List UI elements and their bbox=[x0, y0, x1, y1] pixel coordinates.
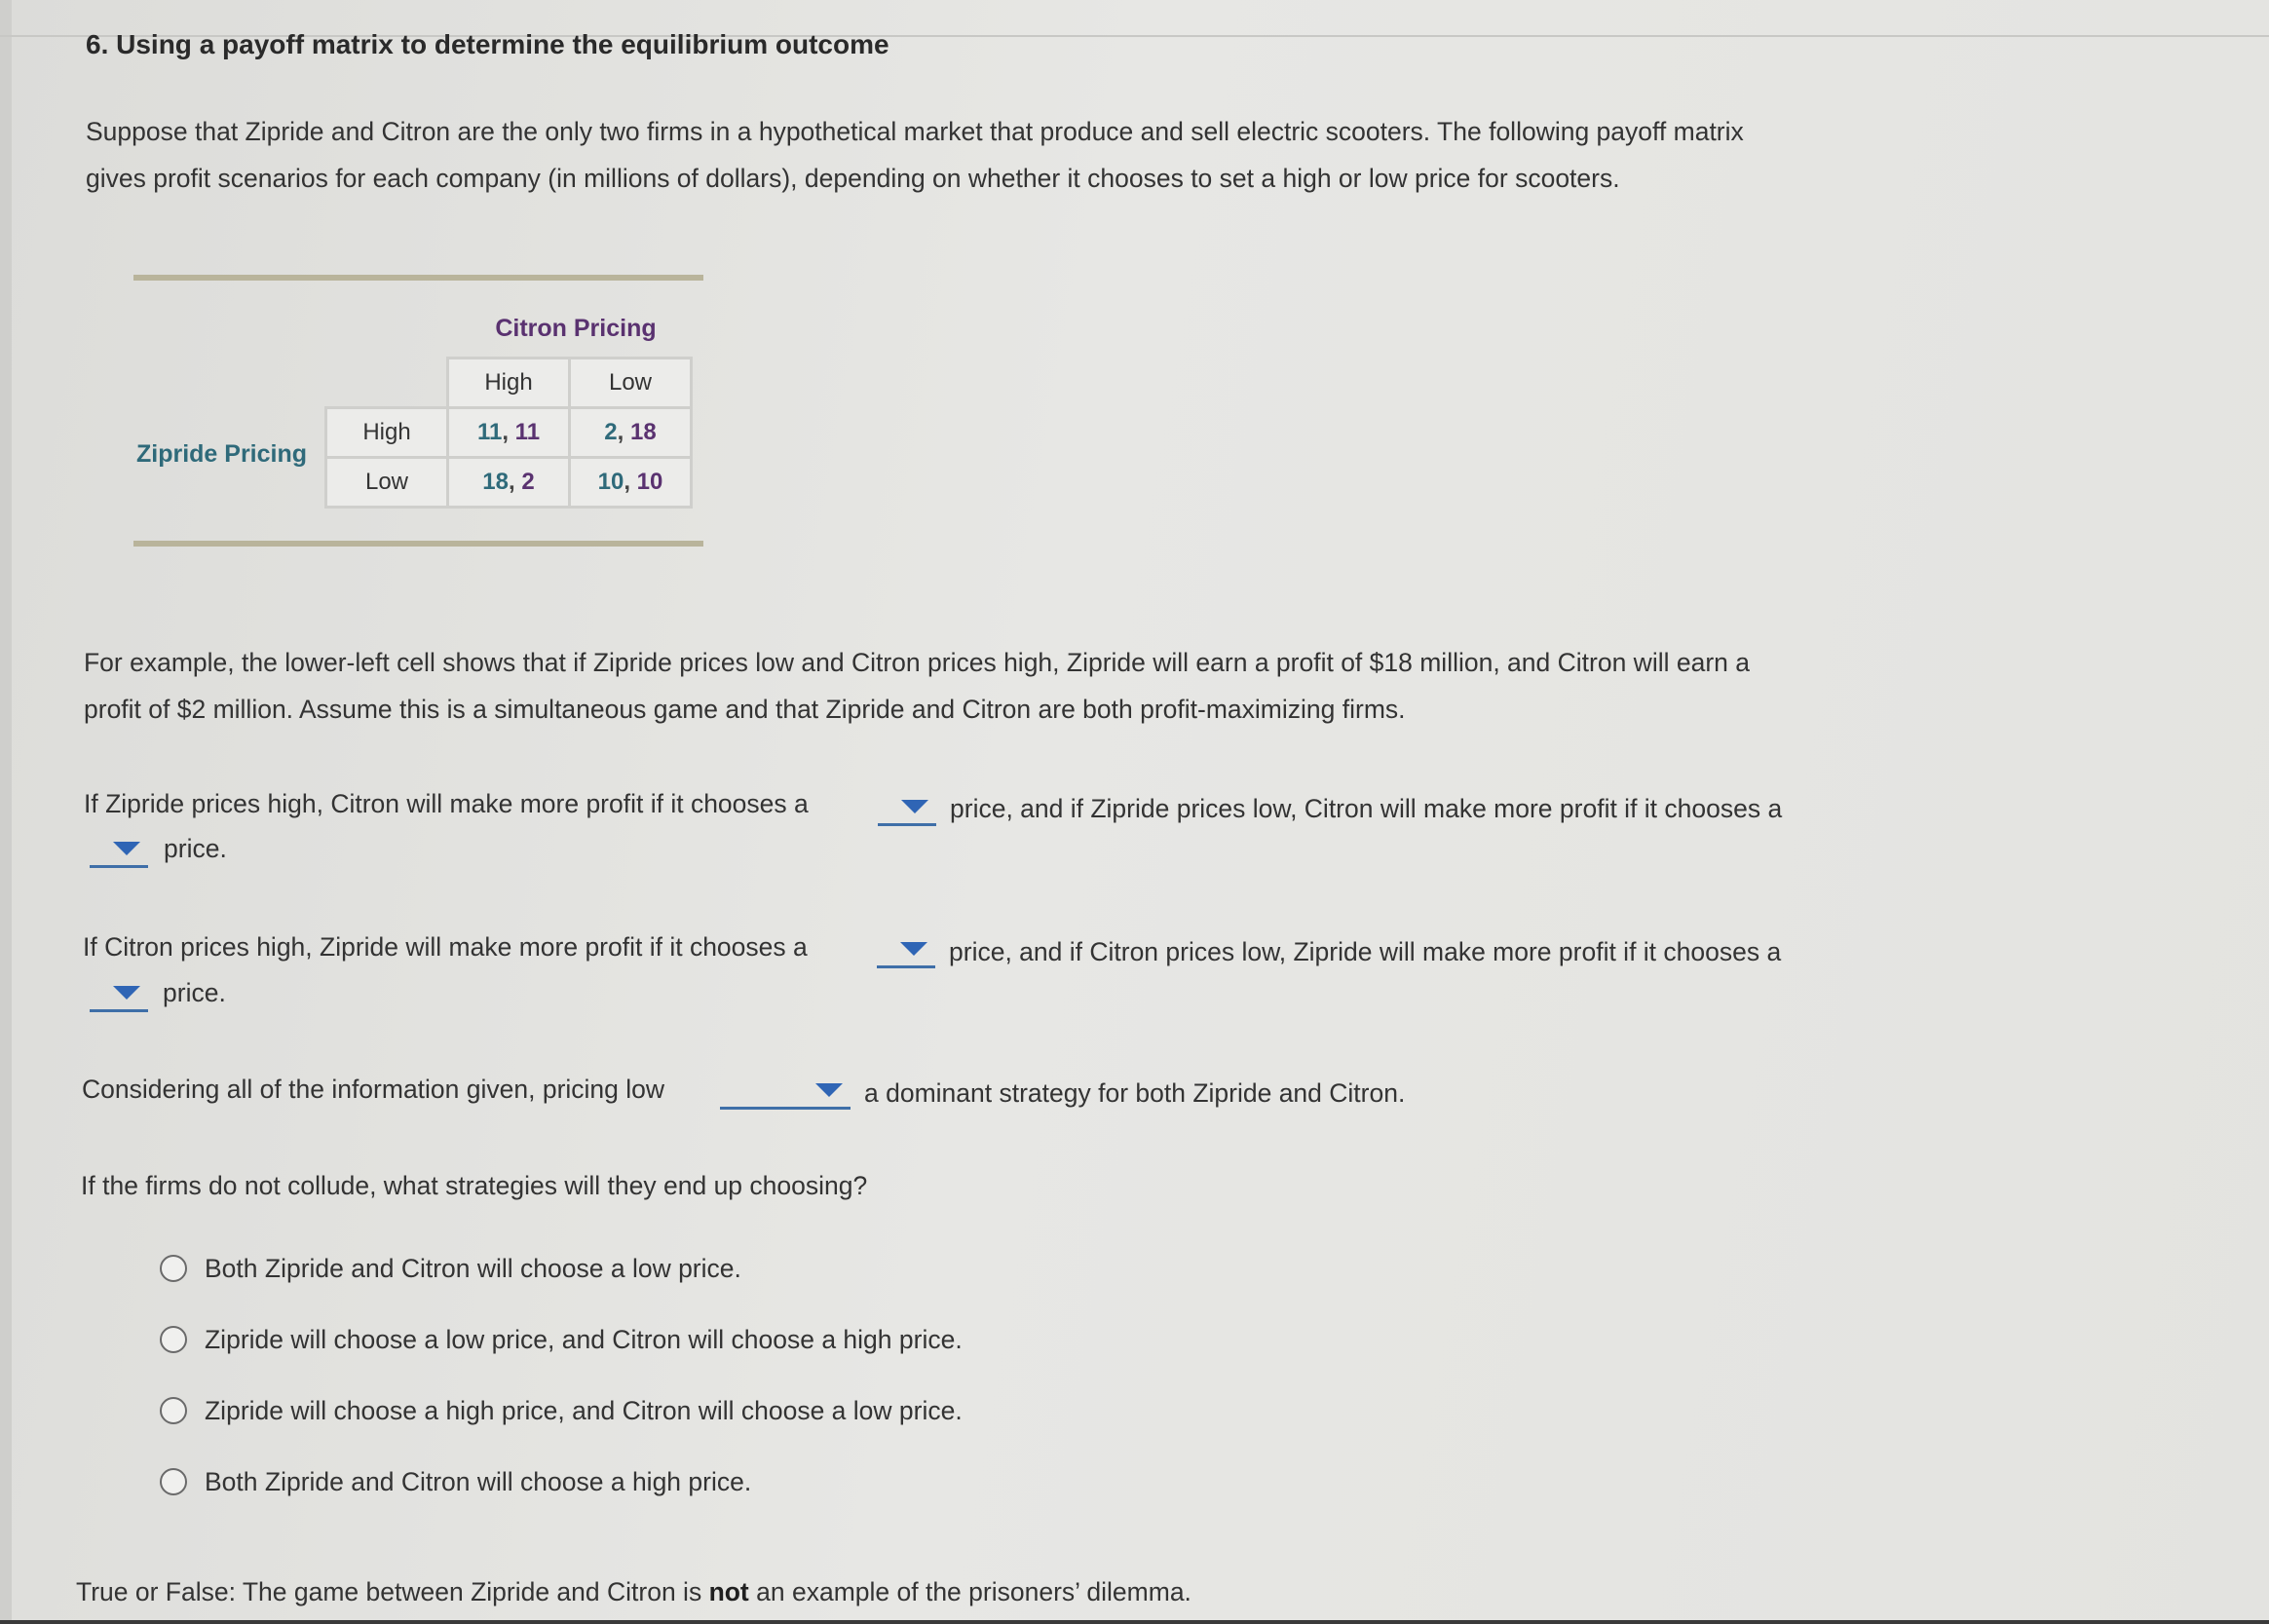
zipride-pricing-title: Zipride Pricing bbox=[136, 440, 308, 468]
payoff-cell-high-high: 11, 11 bbox=[448, 408, 570, 458]
q2-dropdown-citron-low[interactable] bbox=[90, 980, 148, 1012]
q5-emphasis: not bbox=[708, 1577, 749, 1606]
payoff-cell-low-low: 10, 10 bbox=[570, 458, 692, 508]
row-header-low: Low bbox=[326, 458, 448, 508]
radio-option-both-low[interactable]: Both Zipride and Citron will choose a low price. bbox=[160, 1252, 741, 1285]
question-heading: 6. Using a payoff matrix to determine the equilibrium outcome bbox=[86, 29, 889, 59]
row-header-high: High bbox=[326, 408, 448, 458]
radio-button-icon[interactable] bbox=[160, 1255, 187, 1282]
bottom-edge bbox=[0, 1620, 2269, 1624]
page-left-edge bbox=[0, 0, 12, 1624]
example-line: For example, the lower-left cell shows that if Zipride prices low and Citron prices high, Zipride will earn a profit of $18 million, and Citron will earn a bbox=[84, 648, 1750, 677]
payoff-cell-high-low: 2, 18 bbox=[570, 408, 692, 458]
matrix-top-rule bbox=[133, 275, 703, 281]
q1-dropdown-zipride-low[interactable] bbox=[90, 836, 148, 868]
example-paragraph bbox=[84, 639, 1750, 733]
q2-text-1: If Citron prices high, Zipride will make more profit if it chooses a bbox=[83, 932, 808, 962]
q1-text-3: price. bbox=[164, 834, 227, 863]
q5-text: True or False: The game between Zipride and Citron is not an example of the prisoners’ dilemma. bbox=[76, 1577, 1191, 1606]
payoff-matrix bbox=[324, 357, 693, 509]
triangle-down-icon bbox=[113, 842, 140, 855]
q1-text-1: If Zipride prices high, Citron will make more profit if it chooses a bbox=[84, 789, 809, 818]
q3-text-2: a dominant strategy for both Zipride and Citron. bbox=[864, 1078, 1406, 1108]
radio-button-icon[interactable] bbox=[160, 1397, 187, 1424]
example-line: profit of $2 million. Assume this is a simultaneous game and that Zipride and Citron are both profit-maximizing firms. bbox=[84, 695, 1406, 724]
radio-option-both-high[interactable]: Both Zipride and Citron will choose a high price. bbox=[160, 1465, 751, 1498]
col-header-low: Low bbox=[570, 359, 692, 408]
q4-prompt: If the firms do not collude, what strategies will they end up choosing? bbox=[81, 1171, 868, 1200]
radio-button-icon[interactable] bbox=[160, 1468, 187, 1495]
intro-line: gives profit scenarios for each company (in millions of dollars), depending on whether it chooses to set a high or low price for scooters. bbox=[86, 164, 1620, 193]
citron-pricing-title: Citron Pricing bbox=[495, 315, 657, 342]
intro-line: Suppose that Zipride and Citron are the only two firms in a hypothetical market that produce and sell electric scooters. The following payoff matrix bbox=[86, 117, 1744, 146]
radio-option-zipride-high-citron-low[interactable]: Zipride will choose a high price, and Citron will choose a low price. bbox=[160, 1394, 963, 1427]
intro-paragraph bbox=[86, 108, 1744, 202]
matrix-bottom-rule bbox=[133, 541, 703, 547]
q1-text-2: price, and if Zipride prices low, Citron will make more profit if it chooses a bbox=[950, 794, 1783, 823]
payoff-cell-low-high: 18, 2 bbox=[448, 458, 570, 508]
q3-text-1: Considering all of the information given, pricing low bbox=[82, 1075, 665, 1104]
triangle-down-icon bbox=[113, 986, 140, 1000]
col-header-high: High bbox=[448, 359, 570, 408]
q2-text-3: price. bbox=[163, 978, 226, 1007]
q3-dropdown-dominant[interactable] bbox=[720, 1077, 851, 1110]
q2-text-2: price, and if Citron prices low, Zipride will make more profit if it chooses a bbox=[949, 937, 1782, 966]
q2-dropdown-citron-high[interactable] bbox=[877, 936, 935, 968]
triangle-down-icon bbox=[815, 1083, 843, 1097]
triangle-down-icon bbox=[900, 942, 927, 956]
radio-button-icon[interactable] bbox=[160, 1326, 187, 1353]
radio-option-zipride-low-citron-high[interactable]: Zipride will choose a low price, and Citron will choose a high price. bbox=[160, 1323, 963, 1356]
q1-dropdown-zipride-high[interactable] bbox=[878, 794, 936, 826]
triangle-down-icon bbox=[901, 800, 928, 813]
